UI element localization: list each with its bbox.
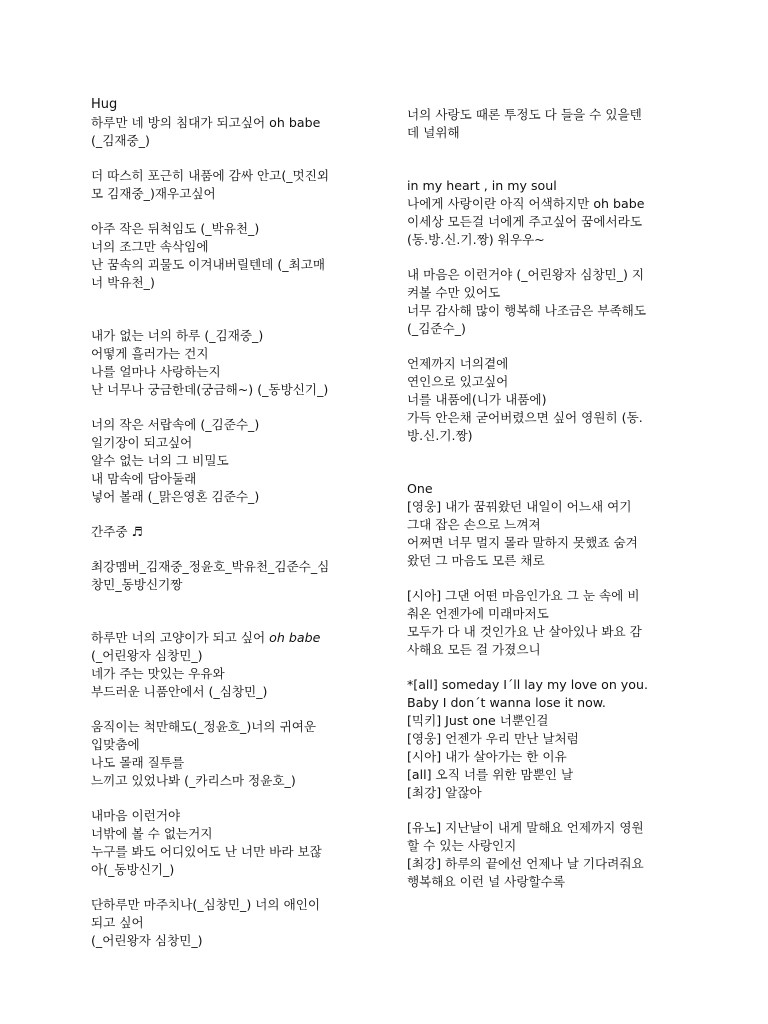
lyric-line: (_어린왕자 심창민_) [91,933,203,948]
lyric-line: 누구를 봐도 어디있어도 난 너만 바라 보잖 [91,844,322,859]
lyric-stanza [91,629,391,701]
lyric-stanza [407,266,682,338]
lyric-line: 더 따스히 포근히 내품에 감싸 안고(_멋진외 [91,168,330,183]
lyric-line: [영웅] 내가 꿈꿔왔던 내일이 어느새 여기 [407,499,632,514]
lyric-line: 내 맘속에 담아둘래 [91,471,197,486]
italic-text: oh babe [269,630,321,645]
lyric-line: 네가 주는 맛있는 우유와 [91,666,225,681]
lyric-line: 간주중 ♬ [91,524,143,539]
lyric-stanza [91,523,391,541]
lyric-line: 춰온 언젠가에 미래마저도 [407,606,549,621]
lyric-stanza [91,114,391,150]
lyric-stanza [91,167,391,203]
lyric-line: 입맞춤에 [91,737,140,752]
lyric-line: 하루만 네 방의 침대가 되고싶어 oh babe [91,115,321,130]
lyric-line: (동.방.신.기.짱) 워우우~ [407,232,545,247]
lyric-stanza [91,558,391,594]
right-column [407,106,682,908]
lyric-stanza [407,480,682,570]
lyric-line: 너를 내품에(니가 내품에) [407,392,547,407]
lyric-line: 데 널위해 [407,125,460,140]
lyric-line: 할 수 있는 사랑인지 [407,838,517,853]
lyric-line: 모두가 다 내 것인가요 난 살아있나 봐요 감 [407,624,642,639]
lyric-line: 나도 몰래 질투를 [91,755,185,770]
lyric-line: 너밖에 볼 수 없는거지 [91,826,213,841]
lyric-line: (_김준수_) [407,321,466,336]
lyric-text: 하루만 너의 고양이가 되고 싶어 [91,630,270,645]
lyric-stanza [91,416,391,506]
lyric-line: 연인으로 있고싶어 [407,374,509,389]
lyric-line: 너무 감사해 많이 행복해 나조금은 부족해도 [407,303,646,318]
lyric-line: (_어린왕자 심창민_) [91,648,203,663]
lyric-stanza [407,355,682,445]
lyric-line: [믹키] Just one 너뿐인걸 [407,713,549,728]
lyric-line: 내마음 이런거야 [91,808,181,823]
lyric-line: *[all] someday I´ll lay my love on you. [407,677,648,692]
lyric-stanza [91,220,391,292]
lyric-line: 방.신.기.짱) [407,428,473,443]
lyric-line: [최강] 하루의 끝에선 언제나 날 기다려줘요 [407,856,644,871]
lyric-line: 내가 없는 너의 하루 (_김재중_) [91,328,264,343]
lyric-line: 이세상 모든걸 너에게 주고싶어 꿈에서라도 [407,214,642,229]
lyric-line: 창민_동방신기짱 [91,577,183,592]
lyric-line: 가득 안은채 굳어버렸으면 싶어 영원히 (동. [407,410,643,425]
lyric-line: 되고 싶어 [91,915,144,930]
lyric-line: 내 마음은 이런거야 (_어린왕자 심창민_) 지 [407,267,645,282]
lyric-stanza [407,587,682,659]
lyric-line: 알수 없는 너의 그 비밀도 [91,453,229,468]
lyric-stanza [407,819,682,891]
lyric-line: 너의 사랑도 때론 투정도 다 들을 수 있을텐 [407,107,642,122]
lyric-line: [all] 오직 너를 위한 맘뿐인 날 [407,767,574,782]
lyric-line: 난 너무나 궁금한데(궁금해~) (_동방신기_) [91,382,329,397]
lyric-line [91,629,391,647]
lyric-line: 넣어 볼래 (_맑은영혼 김준수_) [91,489,260,504]
lyric-line: 행복해요 이런 널 사랑할수록 [407,874,565,889]
lyric-line: 부드러운 니품안에서 (_심창민_) [91,684,268,699]
lyric-line: 언제까지 너의곁에 [407,356,509,371]
lyric-line: [시아] 그댄 어떤 마음인가요 그 눈 속에 비 [407,588,640,603]
lyric-line: 왔던 그 마음도 모른 채로 [407,553,545,568]
lyric-line: 아주 작은 뒤척임도 (_박유천_) [91,221,260,236]
lyric-stanza [91,718,391,790]
lyric-line: 느끼고 있었나봐 (_카리스마 정윤호_) [91,773,296,788]
lyric-line: 최강멤버_김재중_정윤호_박유천_김준수_심 [91,559,330,574]
left-column [91,96,391,967]
lyric-line: One [407,481,433,496]
lyric-stanza [91,327,391,399]
lyric-line: 나를 얼마나 사랑하는지 [91,364,221,379]
lyric-line: 사해요 모든 걸 가졌으니 [407,642,541,657]
lyric-line: 그대 잡은 손으로 느껴져 [407,517,541,532]
lyric-line: [유노] 지난날이 내게 말해요 언제까지 영원 [407,820,644,835]
lyric-line: in my heart , in my soul [407,178,557,193]
lyric-line: 어떻게 흘러가는 건지 [91,346,209,361]
lyric-line: (_김재중_) [91,133,150,148]
lyric-line: 단하루만 마주치나(_심창민_) 너의 애인이 [91,897,321,912]
lyric-line: 너의 작은 서랍속에 (_김준수_) [91,417,260,432]
lyric-line: 아(_동방신기_) [91,862,175,877]
lyric-line: 나에게 사랑이란 아직 어색하지만 oh babe [407,196,645,211]
lyric-line: [영웅] 언젠가 우리 만난 날처럼 [407,731,579,746]
lyric-stanza [91,807,391,879]
lyric-line: 켜볼 수만 있어도 [407,285,501,300]
lyric-stanza [91,896,391,950]
lyric-stanza [407,676,682,802]
lyric-line: 어쩌면 너무 멀지 몰라 말하지 못했죠 숨겨 [407,535,638,550]
lyric-line: [최강] 알잖아 [407,785,482,800]
lyric-line: [시아] 내가 살아가는 한 이유 [407,749,567,764]
lyric-line: 너의 조그만 속삭임에 [91,239,209,254]
lyric-line: 움직이는 척만해도(_정윤호_)너의 귀여운 [91,719,317,734]
lyric-line: 너 박유천_) [91,275,155,290]
lyric-line: Baby I don´t wanna lose it now. [407,695,606,710]
lyric-line: 일기장이 되고싶어 [91,435,193,450]
lyric-stanza [407,177,682,249]
lyric-line: 난 꿈속의 괴물도 이겨내버릴텐데 (_최고매 [91,257,326,272]
lyric-line: 모 김재중_)재우고싶어 [91,186,216,201]
song-title: Hug [91,97,118,112]
lyric-stanza [407,106,682,142]
